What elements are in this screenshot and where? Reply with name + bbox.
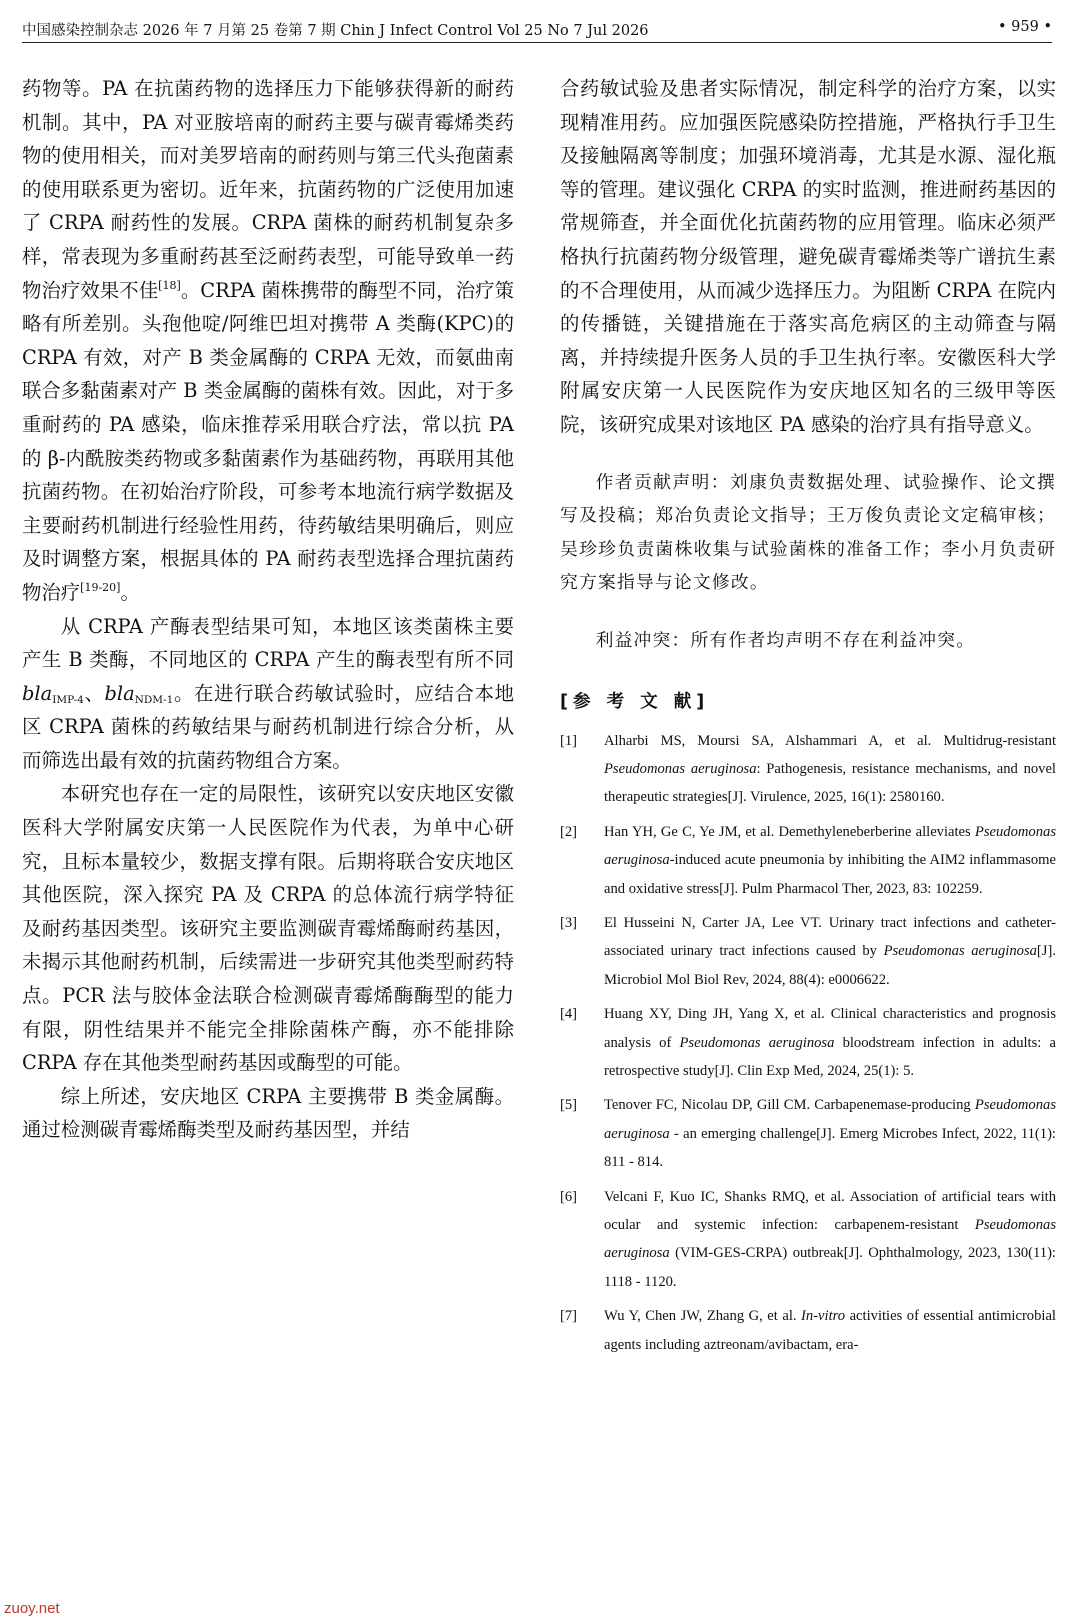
reference-number: [2] xyxy=(560,823,578,840)
page-number: • 959 • xyxy=(998,19,1052,35)
reference-item: [3] El Husseini N, Carter JA, Lee VT. Urinary tract infections and catheter-associated urinary tract infections caused by Pseudomonas aeruginosa[J]. Microbiol Mol Biol Rev, 2024, 88(4): e0006622. xyxy=(560,909,1056,994)
reference-number: [1] xyxy=(560,732,578,749)
reference-item: [6] Velcani F, Kuo IC, Shanks RMQ, et al. Association of artificial tears with ocular and systemic infection: carbapenem-resistant Pseudomonas aeruginosa (VIM-GES-CRPA) outbreak[J]. Ophthalmology, 2023, 130(11): 1118 - 1120. xyxy=(560,1183,1056,1297)
reference-item: [1] Alharbi MS, Moursi SA, Alshammari A, et al. Multidrug-resistant Pseudomonas aeruginosa: Pathogenesis, resistance mechanisms, and novel therapeutic strategies[J]. Virulence, 2025, 16(1): 2580160. xyxy=(560,727,1056,812)
reference-number: [5] xyxy=(560,1097,578,1114)
reference-number: [4] xyxy=(560,1006,578,1023)
right-column xyxy=(560,72,1056,1365)
references-heading: [参 考 文 献] xyxy=(560,691,710,712)
conflict-of-interest: 利益冲突：所有作者均声明不存在利益冲突。 xyxy=(595,629,976,651)
watermark: zuoy.net xyxy=(4,1600,60,1617)
reference-list xyxy=(560,727,1056,1360)
author-contribution: 作者贡献声明：刘康负责数据处理、试验操作、论文撰写及投稿；郑冶负责论文指导；王万俊负责论文定稿审核；吴珍珍负责菌株收集与试验菌株的准备工作；李小月负责研究方案指导与论文修改。 xyxy=(560,471,1056,594)
body-paragraph-4: 综上所述，安庆地区 CRPA 主要携带 B 类金属酶。通过检测碳青霉烯酶类型及耐药基因型，并结 xyxy=(22,1084,514,1142)
journal-citation: 中国感染控制杂志 2026 年 7 月第 25 卷第 7 期 Chin J Infect Control Vol 25 No 7 Jul 2026 xyxy=(22,23,649,39)
reference-number: [3] xyxy=(560,914,578,931)
reference-item: [5] Tenover FC, Nicolau DP, Gill CM. Carbapenemase-producing Pseudomonas aeruginosa - an emerging challenge[J]. Emerg Microbes Infect, 2022, 11(1): 811 - 814. xyxy=(560,1091,1056,1176)
body-paragraph-2: 从 CRPA 产酶表型结果可知，本地区该类菌株主要产生 B 类酶，不同地区的 CRPA 产生的酶表型有所不同bla$_{IMP-4}$、bla$_{NDM-1}$。在进行联合药敏试验时，应结合本地区 CRPA 菌株的药敏结果与耐药机制进行综合分析，从而筛选出最有效的抗菌药物组合方案。 xyxy=(22,614,515,772)
reference-item: [2] Han YH, Ge C, Ye JM, et al. Demethyleneberberine alleviates Pseudomonas aeruginosa-induced acute pneumonia by inhibiting the AIM2 inflammasome and oxidative stress[J]. Pulm Pharmacol Ther, 2023, 83: 102259. xyxy=(560,818,1056,903)
citation[interactable]: [19-20] xyxy=(80,580,121,594)
body-paragraph-5: 合药敏试验及患者实际情况，制定科学的治疗方案，以实现精准用药。应加强医院感染防控措施，严格执行手卫生及接触隔离等制度；加强环境消毒，尤其是水源、湿化瓶等的管理。建议强化 CRPA 的实时监测，推进耐药基因的常规筛查，并全面优化抗菌药物的应用管理。临床必须严格执行抗菌药物分级管理，避免碳青霉烯类等广谱抗生素的不合理使用，从而减少选择压力。为阻断 CRPA 在院内的传播链，关键措施在于落实高危病区的主动筛查与隔离，并持续提升医务人员的手卫生执行率。安徽医科大学附属安庆第一人民医院作为安庆地区知名的三级甲等医院，该研究成果对该地区 PA 感染的治疗具有指导意义。 xyxy=(560,77,1056,436)
running-header xyxy=(22,14,1052,43)
left-column xyxy=(22,72,514,1147)
reference-number: [7] xyxy=(560,1308,578,1325)
body-paragraph-3: 本研究也存在一定的局限性，该研究以安庆地区安徽医科大学附属安庆第一人民医院作为代表，为单中心研究，且标本量较少，数据支撑有限。后期将联合安庆地区其他医院，深入探究 PA 及 CRPA 的总体流行病学特征及耐药基因类型。该研究主要监测碳青霉烯酶耐药基因，未揭示其他耐药机制，后续需进一步研究其他类型耐药特点。PCR 法与胶体金法联合检测碳青霉烯酶酶型的能力有限，阴性结果并不能完全排除菌株产酶，亦不能排除 CRPA 存在其他类型耐药基因或酶型的可能。 xyxy=(22,782,514,1075)
citation[interactable]: [18] xyxy=(158,278,181,292)
reference-item: [4] Huang XY, Ding JH, Yang X, et al. Clinical characteristics and prognosis analysis of Pseudomonas aeruginosa bloodstream infection in adults: a retrospective study[J]. Clin Exp Med, 2024, 25(1): 5. xyxy=(560,1000,1056,1085)
reference-number: [6] xyxy=(560,1188,578,1205)
reference-item: [7] Wu Y, Chen JW, Zhang G, et al. In-vitro activities of essential antimicrobial agents including aztreonam/avibactam, era- xyxy=(560,1302,1056,1359)
body-paragraph-1: 药物等。PA 在抗菌药物的选择压力下能够获得新的耐药机制。其中，PA 对亚胺培南的耐药主要与碳青霉烯类药物的使用相关，而对美罗培南的耐药则与第三代头孢菌素的使用联系更为密切。近年来，抗菌药物的广泛使用加速了 CRPA 耐药性的发展。CRPA 菌株的耐药机制复杂多样，常表现为多重耐药甚至泛耐药表型，可能导致单一药物治疗效果不佳[18]。CRPA 菌株携带的酶型不同，治疗策略有所差别。头孢他啶/阿维巴坦对携带 A 类酶(KPC)的 CRPA 有效，对产 B 类金属酶的 CRPA 无效，而氨曲南联合多黏菌素对产 B 类金属酶的菌株有效。因此，对于多重耐药的 PA 感染，临床推荐采用联合疗法，常以抗 PA 的 β-内酰胺类药物或多黏菌素作为基础药物，再联用其他抗菌药物。在初始治疗阶段，可参考本地流行病学数据及主要耐药机制进行经验性用药，待药敏结果明确后，则应及时调整方案，根据具体的 PA 耐药表型选择合理抗菌药物治疗[19-20]。 xyxy=(22,77,515,604)
